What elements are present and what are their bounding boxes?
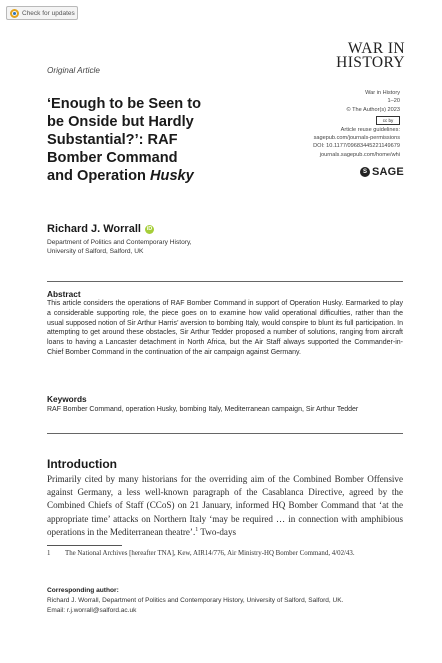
affiliation-line-2: University of Salford, Salford, UK <box>47 248 144 256</box>
orcid-icon[interactable]: iD <box>146 225 153 232</box>
divider-top <box>47 281 403 282</box>
check-for-updates-label: Check for updates <box>22 9 75 17</box>
divider-bottom <box>47 433 403 434</box>
check-for-updates-icon <box>10 9 19 18</box>
meta-pages: 1–20 <box>387 98 400 105</box>
title-line-5 <box>47 167 277 185</box>
publisher-logo <box>360 166 404 178</box>
title-line-5-plain: and Operation <box>47 168 150 184</box>
intro-text-tail: Two-days <box>198 526 237 537</box>
article-type: Original Article <box>47 66 100 75</box>
affiliation-line-1: Department of Politics and Contemporary History, <box>47 239 192 246</box>
title-line-5-italic: Husky <box>149 168 194 184</box>
author-affiliation <box>47 238 227 256</box>
check-for-updates-button[interactable] <box>6 6 78 20</box>
footnote-divider <box>47 545 122 546</box>
meta-doi[interactable]: DOI: 10.1177/09683445221149679 <box>313 143 400 150</box>
author-name: Richard J. Worrall <box>47 223 141 235</box>
footnote-text: The National Archives [hereafter TNA], Kew, AIR14/776, Air Ministry-HQ Bomber Command, 4/02/43. <box>65 550 355 557</box>
footnote-ref[interactable]: 1 <box>195 526 199 533</box>
footnote-number: 1 <box>47 550 51 557</box>
corresponding-author-email[interactable]: Email: r.j.worrall@salford.ac.uk <box>47 606 137 614</box>
journal-logo-line1: WAR IN <box>347 40 405 57</box>
introduction-text <box>47 473 403 539</box>
corresponding-author-heading: Corresponding author: <box>47 587 119 594</box>
meta-copyright: © The Author(s) 2023 <box>346 106 400 113</box>
abstract-text: This article considers the operations of RAF Bomber Command in support of Operation Husky. Earmarked to play a considerable supporting role, the piece goes on to examine how valid operational difficulties, rather than the usual supposed notion of Sir Arthur Harris’ aversion to bombing Italy, would conspire to blunt its full participation. In attempting to get around these obstacles, Sir Arthur Tedder proposed a number of solutions, ranging from aircraft loans to having a Lancaster detachment in North Africa, but the Air Staff always supported the Commander-in-Chief Bomber Command in the continuation of the air campaign against Germany. <box>47 300 403 356</box>
sage-icon: S <box>360 167 370 177</box>
meta-homepage-link[interactable]: journals.sagepub.com/home/whi <box>319 151 400 158</box>
intro-text-main: Primarily cited by many historians for the overriding aim of the Combined Bomber Offensive against Germany, a less well-known paragraph of the Casablanca Directive, agreed by the Combined Chiefs of Staff (CCoS) on 21 January, informed HQ Bomber Command that ‘at the appropriate time’ attacks on Northern Italy ‘may be required … in connection with amphibious operations in the Mediterranean theatre’. <box>47 474 403 537</box>
publisher-name: SAGE <box>372 166 404 178</box>
title-line-2: be Onside but Hardly <box>47 114 194 130</box>
keywords-heading: Keywords <box>47 394 87 404</box>
abstract-heading: Abstract <box>47 289 81 299</box>
introduction-heading: Introduction <box>47 457 117 471</box>
meta-reuse-1: Article reuse guidelines: <box>340 126 400 133</box>
author <box>47 223 154 235</box>
cc-license-icon[interactable]: cc by <box>376 116 400 125</box>
journal-logo-line2: HISTORY <box>336 54 405 71</box>
journal-logo <box>330 42 405 70</box>
article-title <box>47 95 277 185</box>
title-line-4: Bomber Command <box>47 150 178 166</box>
keywords-text: RAF Bomber Command, operation Husky, bombing Italy, Mediterranean campaign, Sir Arthur Tedder <box>47 406 359 413</box>
footnote <box>47 549 403 559</box>
title-line-1: ‘Enough to be Seen to <box>47 96 202 112</box>
title-line-3: Substantial?’: RAF <box>47 132 178 148</box>
corresponding-author <box>47 596 403 615</box>
meta-journal-name: War in History <box>365 90 400 96</box>
corresponding-author-details: Richard J. Worrall, Department of Politics and Contemporary History, University of Salford, Salford, UK. <box>47 597 344 604</box>
meta-reuse-link[interactable]: sagepub.com/journals-permissions <box>313 135 400 142</box>
article-meta <box>300 89 400 159</box>
